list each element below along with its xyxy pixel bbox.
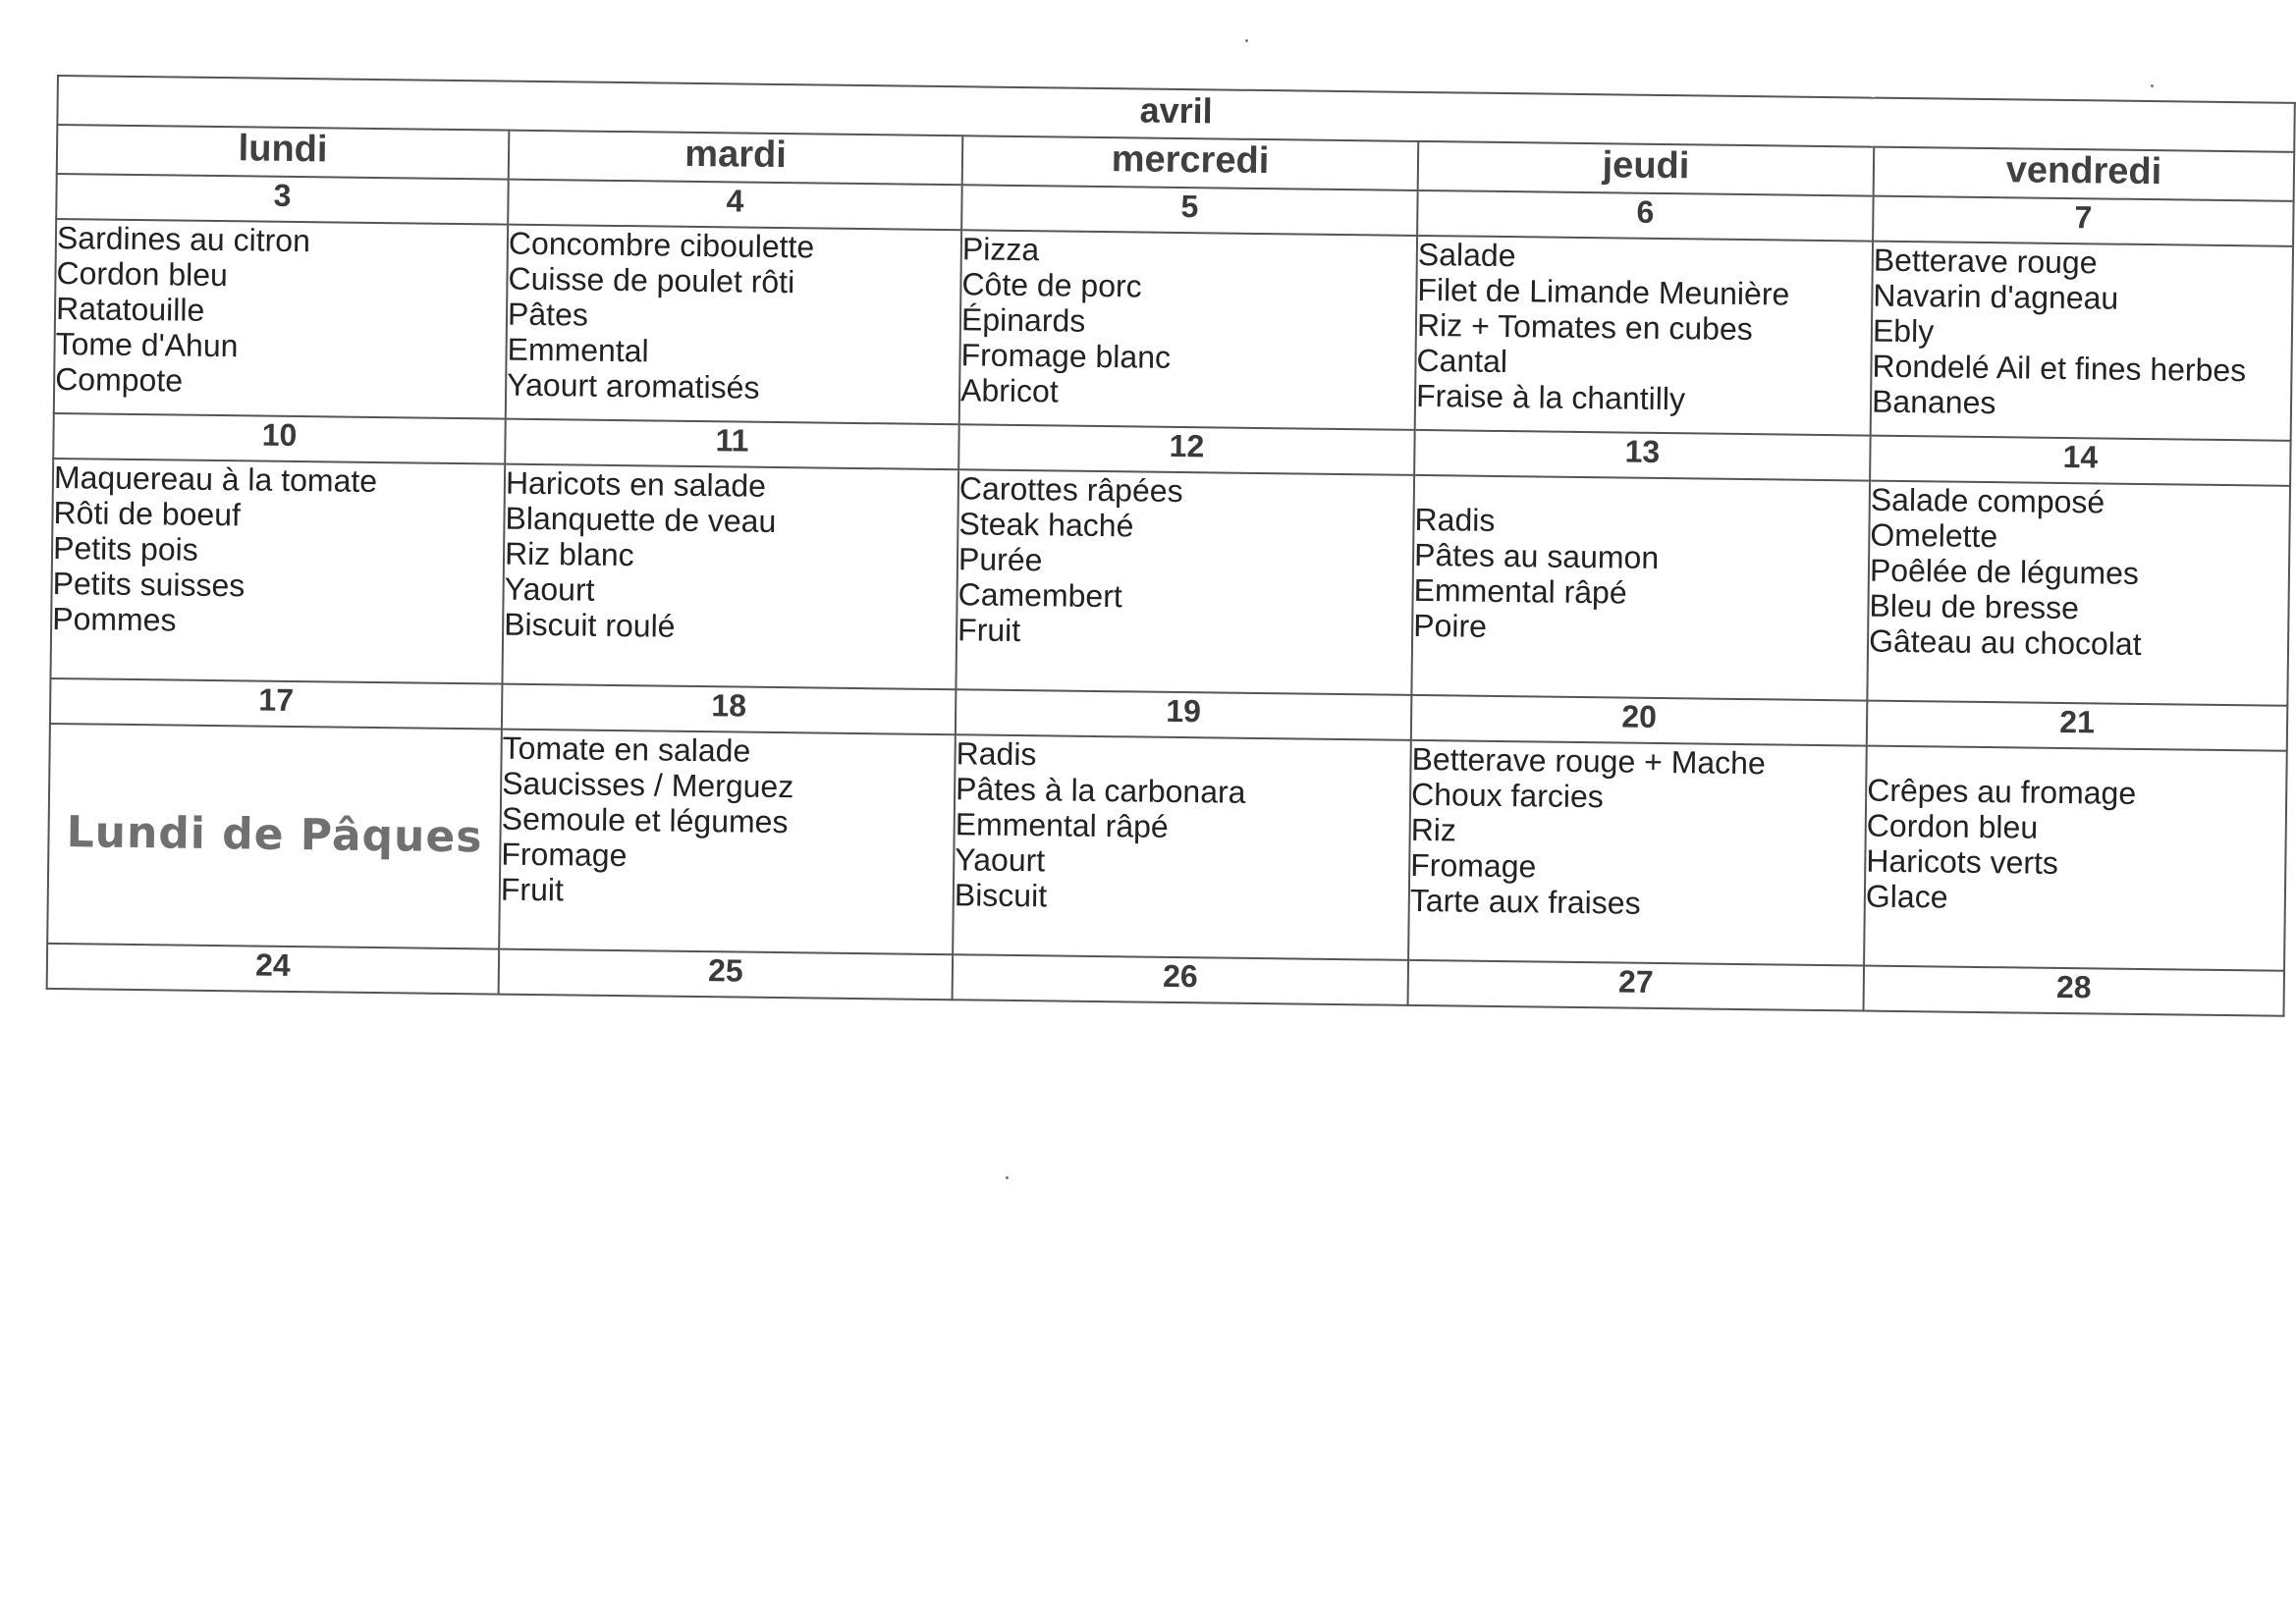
dish: Tomate en salade: [502, 730, 751, 769]
dish: Haricots en salade: [505, 464, 767, 504]
dish: Sardines au citron: [56, 220, 311, 259]
dish: Bananes: [1871, 383, 1996, 421]
dish: Fromage: [501, 836, 628, 874]
dish: Biscuit roulé: [503, 606, 676, 644]
dish: Fruit: [957, 612, 1021, 649]
menu-cell: [502, 464, 958, 690]
menu-cell: [1867, 481, 2290, 706]
dish: Fruit: [500, 871, 565, 908]
menu-cell: [959, 230, 1417, 430]
menu-sheet: [46, 75, 2294, 1017]
dish: Yaourt aromatisés: [506, 366, 760, 406]
dish: Steak haché: [958, 506, 1134, 544]
date-cell: 21: [1867, 701, 2288, 751]
dish: Cordon bleu: [56, 255, 229, 294]
dish: Pommes: [52, 600, 177, 638]
dish: Crêpes au fromage: [1867, 772, 2137, 811]
dish: Fromage blanc: [960, 337, 1172, 375]
dish: Fraise à la chantilly: [1415, 377, 1686, 417]
date-cell: 7: [1873, 196, 2294, 246]
menu-cell: [499, 730, 956, 955]
date-cell: 27: [1408, 960, 1865, 1011]
menu-cell: [50, 459, 505, 684]
menu-cell: [54, 219, 508, 419]
dish: Betterave rouge + Mache: [1411, 740, 1767, 782]
dish: Camembert: [957, 576, 1122, 615]
holiday-label: Lundi de Pâques: [66, 806, 483, 862]
dish: Riz: [1410, 811, 1457, 848]
dish: Saucisses / Merguez: [501, 765, 794, 805]
day-header-friday: vendredi: [1874, 147, 2295, 201]
date-cell: 13: [1414, 430, 1871, 481]
dish: Semoule et légumes: [501, 800, 789, 840]
month-title: avril: [57, 76, 2294, 152]
date-cell: 25: [499, 949, 954, 1001]
holiday-cell: [47, 724, 502, 949]
dish: Riz blanc: [504, 535, 634, 573]
dish: Épinards: [960, 301, 1086, 339]
dish: Purée: [957, 541, 1043, 578]
dish: Yaourt: [504, 570, 595, 608]
date-cell: 5: [961, 185, 1418, 236]
menu-cell: [1408, 740, 1867, 966]
dish: Pâtes à la carbonara: [955, 771, 1246, 810]
menu-cell: [1411, 475, 1870, 701]
date-cell: 18: [502, 684, 957, 735]
day-header-monday: lundi: [57, 125, 510, 180]
dish: Omelette: [1870, 516, 1998, 555]
dish: Choux farcies: [1410, 776, 1604, 815]
dish: Navarin d'agneau: [1873, 277, 2119, 316]
dish: Emmental: [507, 331, 649, 369]
dish: Carottes râpées: [958, 470, 1183, 510]
menu-row-week-3: [47, 724, 2287, 971]
dish: Glace: [1865, 878, 1948, 915]
dish: Haricots verts: [1866, 842, 2059, 881]
date-cell: 20: [1411, 695, 1868, 746]
date-cell: 28: [1863, 966, 2284, 1016]
menu-cell: [956, 469, 1414, 695]
dish: Poire: [1413, 607, 1488, 644]
date-cell: 24: [47, 944, 500, 995]
date-cell: 19: [956, 689, 1412, 740]
dish: Gâteau au chocolat: [1868, 622, 2142, 662]
dish: Cordon bleu: [1866, 807, 2039, 845]
dish: Fromage: [1410, 846, 1537, 885]
date-cell: 14: [1870, 436, 2291, 486]
dish: Rondelé Ail et fines herbes: [1872, 348, 2247, 389]
day-header-thursday: jeudi: [1418, 141, 1875, 196]
menu-row-week-1: [54, 219, 2293, 441]
dish: Abricot: [959, 372, 1059, 409]
day-header-tuesday: mardi: [509, 131, 963, 186]
dish: Rôti de boeuf: [53, 494, 242, 533]
date-cell: 11: [505, 419, 959, 470]
dish: Biscuit: [954, 877, 1048, 914]
date-cell: 12: [958, 424, 1415, 475]
dish: Ratatouille: [55, 291, 205, 328]
menu-cell: [1871, 242, 2293, 441]
date-cell: 17: [50, 678, 503, 730]
date-cell: 10: [53, 413, 506, 464]
menu-cell: [506, 225, 961, 425]
dish: Salade composé: [1870, 481, 2105, 520]
menu-table: [46, 75, 2296, 1017]
dish: Pizza: [961, 231, 1040, 268]
dish: Petits pois: [52, 529, 198, 568]
dish: Côte de porc: [961, 266, 1142, 304]
date-cell: 6: [1417, 190, 1874, 242]
menu-cell: [1415, 236, 1873, 436]
dish: Pâtes au saumon: [1413, 536, 1660, 575]
dish: Tome d'Ahun: [55, 326, 239, 364]
menu-cell: [1864, 746, 2287, 971]
dish: Emmental râpé: [1413, 571, 1627, 611]
dish: Radis: [1414, 501, 1496, 538]
menu-row-week-2: [50, 459, 2290, 706]
dish: Tarte aux fraises: [1409, 882, 1641, 921]
dish: Cuisse de poulet rôti: [508, 260, 795, 300]
date-cell: 26: [953, 954, 1409, 1005]
dish: Yaourt: [955, 841, 1046, 879]
dish: Radis: [956, 735, 1037, 773]
dish: Filet de Limande Meunière: [1417, 271, 1790, 312]
dish: Salade: [1417, 236, 1516, 274]
dish: Emmental râpé: [955, 806, 1169, 844]
day-header-wednesday: mercredi: [962, 135, 1419, 190]
dish: Petits suisses: [52, 565, 246, 604]
date-cell: 4: [508, 180, 962, 231]
dish: Poêlée de légumes: [1869, 552, 2140, 591]
dish: Cantal: [1416, 342, 1508, 380]
date-cell: 3: [56, 174, 509, 225]
dish: Pâtes: [507, 296, 589, 333]
menu-cell: [953, 734, 1411, 960]
dish: Riz + Tomates en cubes: [1416, 306, 1753, 348]
dish: Concombre ciboulette: [508, 225, 815, 265]
dish: Compote: [54, 361, 184, 399]
dish: Maquereau à la tomate: [53, 459, 378, 500]
dish: Blanquette de veau: [505, 500, 777, 539]
dish: Ebly: [1872, 312, 1935, 350]
dish: Bleu de bresse: [1869, 587, 2080, 626]
dish: Betterave rouge: [1873, 242, 2098, 281]
